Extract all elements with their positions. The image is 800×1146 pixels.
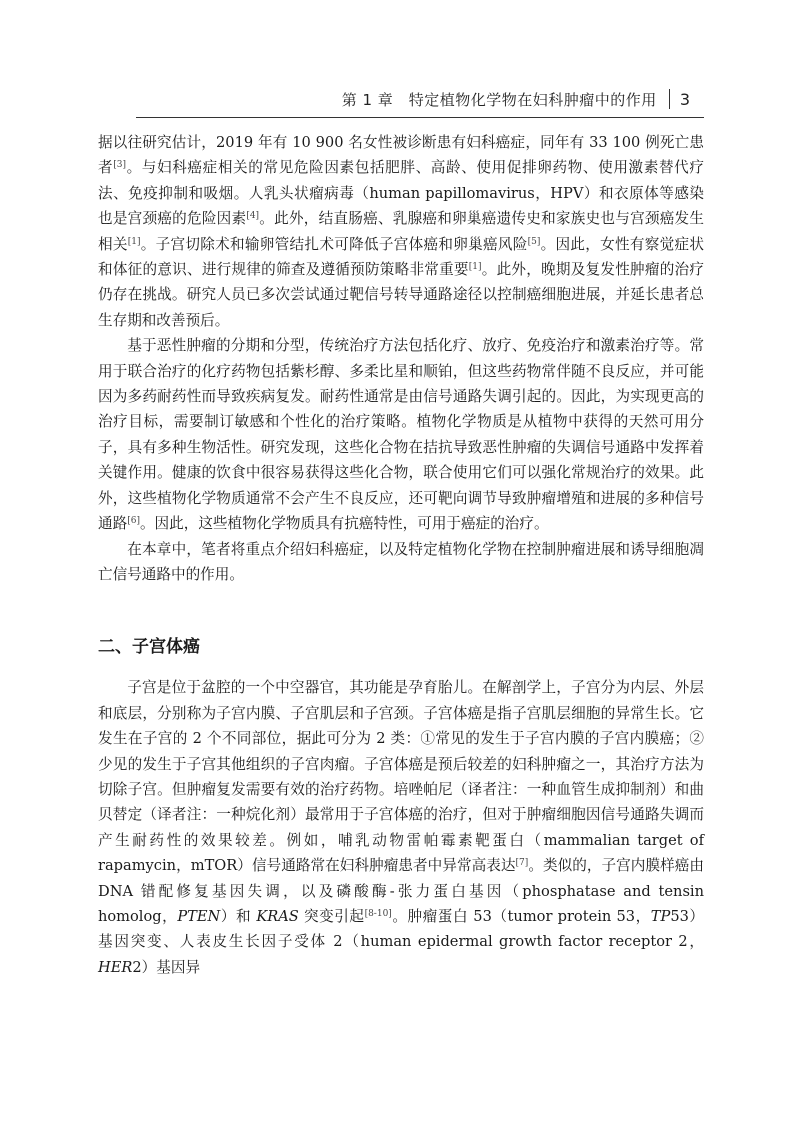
- citation: [5]: [527, 236, 541, 247]
- text-run: 。因此，女性有察觉症状和体征的意识、进行规律的筛查及遵循预防策略非常重要: [98, 235, 704, 279]
- text-run: 53）基因突变、人表皮生长因子受体 2（human epidermal growth factor receptor 2，: [98, 907, 705, 951]
- section-heading: 二、子宫体癌: [98, 637, 200, 658]
- citation: [3]: [113, 160, 126, 171]
- page-number: 3: [679, 89, 690, 109]
- gene-name: KRAS: [256, 907, 299, 925]
- gene-name: PTEN: [177, 907, 221, 925]
- text-run: 子宫是位于盆腔的一个中空器官，其功能是孕育胎儿。在解剖学上，子宫分为内层、外层和底层，分别称为子宫内膜、子宫肌层和子宫颈。子宫体癌是指子宫肌层细胞的异常生长。它发生在子宫的 2 个不同部位，据此可分为 2 类：①常见的发生于子宫内膜的子宫内膜癌；②少见的发生于子宫其他组织的子宫肉瘤。子宫体癌是预后较差的妇科肿瘤之一，其治疗方法为切除子宫。但肿瘤复发需要有效的治疗药物。培唑帕尼（译者注：一种血管生成抑制剂）和曲贝替定（译者注：一种烷化剂）最常用于子宫体癌的治疗，但对于肿瘤细胞因信号通路失调而产生耐药性的效果较差。例如，哺乳动物雷帕霉素靶蛋白（mammalian target of rapamycin，mTOR）信号通路常在妇科肿瘤患者中异常高表达: [98, 679, 704, 875]
- text-run: 。此外，晚期及复发性肿瘤的治疗仍存在挑战。研究人员已多次尝试通过靶信号转导通路途径以控制癌细胞进展，并延长患者总生存期和改善预后。: [98, 261, 704, 329]
- text-run: 。因此，这些植物化学物质具有抗癌特性，可用于癌症的治疗。: [139, 515, 549, 533]
- text-run: 突变引起: [298, 907, 365, 925]
- text-run: 。类似的，子宫内膜样癌由 DNA 错配修复基因失调，以及磷酸酶-张力蛋白基因（phosphatase and tensin homolog，: [98, 857, 704, 925]
- text-run: 基于恶性肿瘤的分期和分型，传统治疗方法包括化疗、放疗、免疫治疗和激素治疗等。常用于联合治疗的化疗药物包括紫杉醇、多柔比星和顺铂，但这些药物常伴随不良反应，并可能因为多药耐药性而导致疾病复发。耐药性通常是由信号通路失调引起的。因此，为实现更高的治疗目标，需要制订敏感和个性化的治疗策略。植物化学物质是从植物中获得的天然可用分子，具有多种生物活性。研究发现，这些化合物在拮抗导致恶性肿瘤的失调信号通路中发挥着关键作用。健康的饮食中很容易获得这些化合物，联合使用它们可以强化常规治疗的效果。此外，这些植物化学物质通常不会产生不良反应，还可靶向调节导致肿瘤增殖和进展的多种信号通路: [98, 337, 704, 533]
- citation: [6]: [127, 516, 140, 527]
- paragraph-1: [98, 130, 704, 333]
- citation: [1]: [127, 236, 141, 247]
- text-run: 。此外，结直肠癌、乳腺癌和卵巢癌遗传史和家族史也与宫颈癌发生相关: [98, 210, 704, 253]
- paragraph-4: [98, 675, 704, 980]
- paragraph-2: [98, 333, 704, 536]
- paragraph-3: [98, 537, 704, 588]
- text-run: 在本章中，笔者将重点介绍妇科癌症，以及特定植物化学物在控制肿瘤进展和诱导细胞凋亡信号通路中的作用。: [98, 540, 704, 583]
- main-text: [98, 130, 704, 980]
- citation: [8-10]: [364, 908, 392, 919]
- gene-name: TP: [650, 907, 671, 925]
- citation: [4]: [246, 211, 260, 222]
- text-run: ）和: [220, 907, 257, 925]
- text-run: 。肿瘤蛋白 53（tumor protein 53，: [391, 907, 651, 925]
- text-run: 2）基因异: [132, 958, 201, 976]
- header-separator: [669, 89, 670, 109]
- header-rule: [136, 117, 704, 118]
- text-run: 。与妇科癌症相关的常见危险因素包括肥胖、高龄、使用促排卵药物、使用激素替代疗法、免疫抑制和吸烟。人乳头状瘤病毒（human papillomavirus，HPV）和衣原体等感染也是宫颈癌的危险因素: [98, 159, 704, 228]
- running-header: [136, 86, 690, 112]
- citation: [7]: [515, 858, 529, 869]
- text-run: 。子宫切除术和输卵管结扎术可降低子宫体癌和卵巢癌风险: [140, 235, 528, 253]
- citation: [1]: [468, 262, 482, 273]
- gene-name: HER: [98, 958, 133, 976]
- text-run: 据以往研究估计，2019 年有 10 900 名女性被诊断患有妇科癌症，同年有 33 100 例死亡患者: [98, 134, 704, 177]
- chapter-title: 第 1 章 特定植物化学物在妇科肿瘤中的作用: [341, 90, 657, 109]
